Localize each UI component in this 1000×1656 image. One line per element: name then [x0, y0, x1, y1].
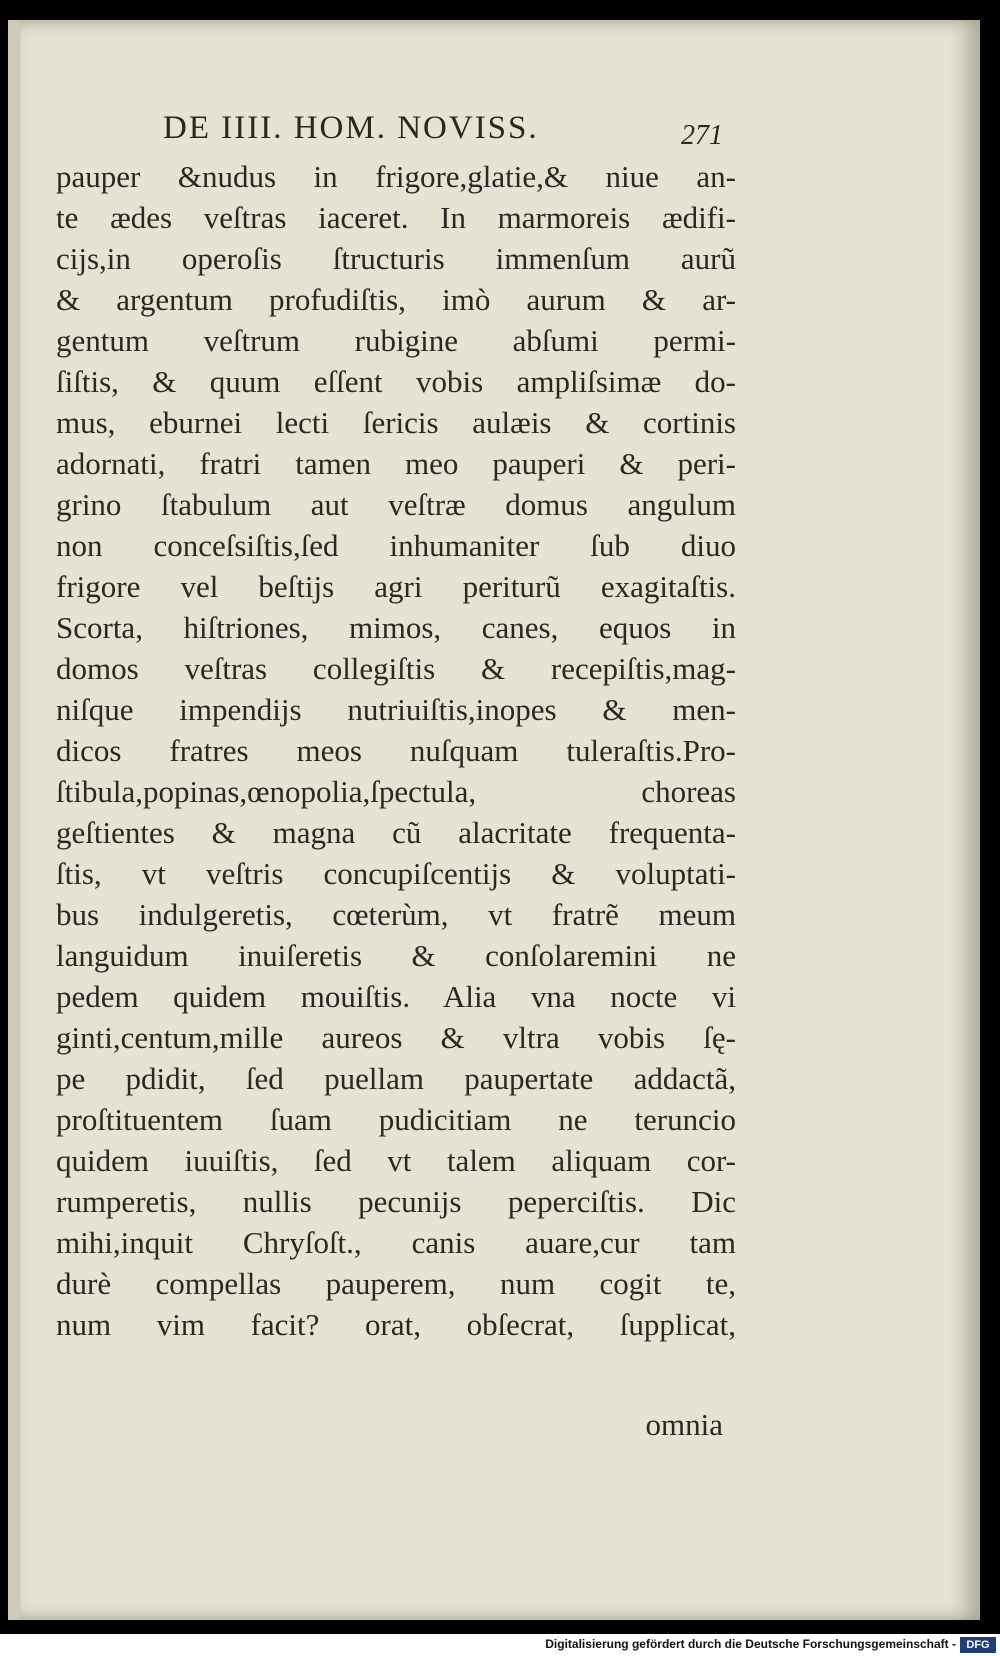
text-line: quidem iuuiſtis, ſed vt talem aliquam cor-: [56, 1143, 736, 1178]
text-line: bus indulgeretis, cœterùm, vt fratrẽ meum: [56, 897, 736, 932]
text-line: gentum veſtrum rubigine abſumi permi-: [56, 323, 736, 358]
dfg-logo-icon: DFG: [960, 1637, 996, 1653]
digitization-footer: [0, 1634, 1000, 1656]
text-line: proſtituentem ſuam pudicitiam ne teruncio: [56, 1102, 736, 1137]
text-line: geſtientes & magna cũ alacritate frequenta-: [56, 815, 736, 850]
text-line: domos veſtras collegiſtis & recepiſtis,mag-: [56, 651, 736, 686]
text-line: ſtibula,popinas,œnopolia,ſpectula, choreas: [56, 774, 736, 809]
text-line: te ædes veſtras iaceret. In marmoreis ædifi-: [56, 200, 736, 235]
text-line: ginti,centum,mille aureos & vltra vobis ſę-: [56, 1020, 736, 1055]
text-line: niſque impendijs nutriuiſtis,inopes & men-: [56, 692, 736, 727]
book-page: [8, 20, 980, 1620]
text-line: rumperetis, nullis pecunijs peperciſtis. Dic: [56, 1184, 736, 1219]
text-line: grino ſtabulum aut veſtræ domus angulum: [56, 487, 736, 522]
text-line: dicos fratres meos nuſquam tuleraſtis.Pro-: [56, 733, 736, 768]
body-text: [56, 156, 736, 1345]
text-line: durè compellas pauperem, num cogit te,: [56, 1266, 736, 1301]
page-header: [163, 110, 723, 154]
text-line: pe pdidit, ſed puellam paupertate addactã,: [56, 1061, 736, 1096]
text-line: cijs,in operoſis ſtructuris immenſum aurũ: [56, 241, 736, 276]
text-line: Scorta, hiſtriones, mimos, canes, equos in: [56, 610, 736, 645]
funding-credit: Digitalisierung gefördert durch die Deutsche Forschungsgemeinschaft -: [545, 1637, 956, 1651]
text-line: mus, eburnei lecti ſericis aulæis & cortinis: [56, 405, 736, 440]
running-title: DE IIII. HOM. NOVISS.: [163, 110, 539, 146]
text-line: languidum inuiſeretis & conſolaremini ne: [56, 938, 736, 973]
text-line: pauper &nudus in frigore,glatie,& niue an-: [56, 159, 736, 194]
text-line: mihi,inquit Chryſoſt., canis auare,cur tam: [56, 1225, 736, 1260]
text-line: non conceſsiſtis,ſed inhumaniter ſub diuo: [56, 528, 736, 563]
page-number: 271: [681, 120, 723, 151]
text-line: pedem quidem mouiſtis. Alia vna nocte vi: [56, 979, 736, 1014]
text-line: adornati, fratri tamen meo pauperi & peri-: [56, 446, 736, 481]
catchword: omnia: [645, 1407, 723, 1442]
text-line: num vim facit? orat, obſecrat, ſupplicat,: [56, 1307, 736, 1342]
text-line: ſtis, vt veſtris concupiſcentijs & voluptati-: [56, 856, 736, 891]
text-line: frigore vel beſtijs agri periturũ exagitaſtis.: [56, 569, 736, 604]
text-line: & argentum profudiſtis, imò aurum & ar-: [56, 282, 736, 317]
text-line: ſiſtis, & quum eſſent vobis ampliſsimæ do-: [56, 364, 736, 399]
